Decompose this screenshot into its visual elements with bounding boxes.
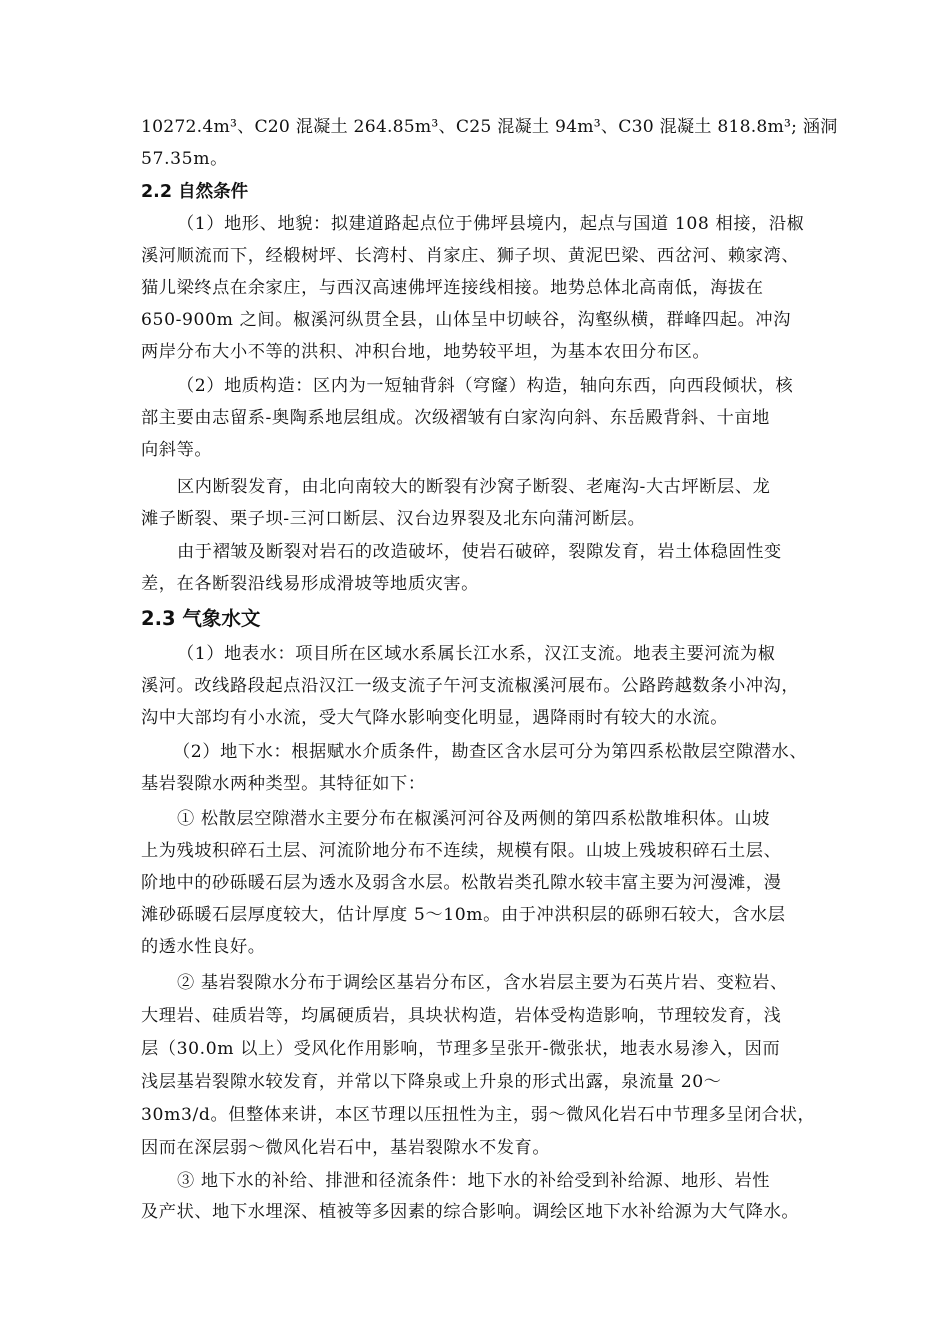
text-line: 差，在各断裂沿线易形成滑坡等地质灾害。 <box>141 574 479 594</box>
text-line: 区内断裂发育，由北向南较大的断裂有沙窝子断裂、老庵沟-大古坪断层、龙 <box>177 477 771 497</box>
text-line: 阶地中的砂砾暖石层为透水及弱含水层。松散岩类孔隙水较丰富主要为河漫滩，漫 <box>141 873 782 893</box>
section-heading-2-3: 2.3 气象水文 <box>141 607 261 630</box>
text-line: 大理岩、硅质岩等，均属硬质岩，具块状构造，岩体受构造影响，节理较发育，浅 <box>141 1006 782 1026</box>
text-line: 溪河顺流而下，经椴树坪、长湾村、肖家庄、狮子坝、黄泥巴梁、西岔河、赖家湾、 <box>141 246 800 266</box>
text-line: 两岸分布大小不等的洪积、冲积台地，地势较平坦，为基本农田分布区。 <box>141 342 711 362</box>
text-line: 滩砂砾暖石层厚度较大，估计厚度 5～10m。由于冲洪积层的砾卵石较大，含水层 <box>141 905 786 925</box>
text-line: ③ 地下水的补给、排泄和径流条件：地下水的补给受到补给源、地形、岩性 <box>177 1171 771 1191</box>
text-line: 猫儿梁终点在余家庄，与西汉高速佛坪连接线相接。地势总体北高南低，海拔在 <box>141 278 764 298</box>
text-line: 向斜等。 <box>141 440 213 460</box>
text-line: 溪河。改线路段起点沿汉江一级支流子午河支流椒溪河展布。公路跨越数条小冲沟， <box>141 676 800 696</box>
text-line: （2）地质构造：区内为一短轴背斜（穹窿）构造，轴向东西，向西段倾状，核 <box>177 376 794 396</box>
text-line: （1）地形、地貌：拟建道路起点位于佛坪县境内，起点与国道 108 相接，沿椒 <box>177 214 805 234</box>
text-line: 因而在深层弱～微风化岩石中，基岩裂隙水不发育。 <box>141 1138 551 1158</box>
text-line: 的透水性良好。 <box>141 937 266 957</box>
text-line: ① 松散层空隙潜水主要分布在椒溪河河谷及两侧的第四系松散堆积体。山坡 <box>177 809 771 829</box>
text-line: 浅层基岩裂隙水较发育，并常以下降泉或上升泉的形式出露，泉流量 20～ <box>141 1072 722 1092</box>
text-line: 层（30.0m 以上）受风化作用影响，节理多呈张开-微张状，地表水易渗入，因而 <box>141 1039 781 1059</box>
section-heading-2-2: 2.2 自然条件 <box>141 182 249 202</box>
text-line: 10272.4m³、C20 混凝土 264.85m³、C25 混凝土 94m³、C30 混凝土 818.8m³; 涵洞 <box>141 117 838 137</box>
text-line: 及产状、地下水埋深、植被等多因素的综合影响。调绘区地下水补给源为大气降水。 <box>141 1202 800 1222</box>
text-line: 57.35m。 <box>141 149 228 169</box>
text-line: ② 基岩裂隙水分布于调绘区基岩分布区，含水岩层主要为石英片岩、变粒岩、 <box>177 973 788 993</box>
text-line: 650-900m 之间。椒溪河纵贯全县，山体呈中切峡谷，沟壑纵横，群峰四起。冲沟 <box>141 310 791 330</box>
text-line: （2）地下水：根据赋水介质条件，勘查区含水层可分为第四系松散层空隙潜水、 <box>173 742 808 762</box>
text-line: 滩子断裂、栗子坝-三河口断层、汉台边界裂及北东向蒲河断层。 <box>141 509 646 529</box>
text-line: 30m3/d。但整体来讲，本区节理以压扭性为主，弱～微风化岩石中节理多呈闭合状， <box>141 1105 816 1125</box>
text-line: 沟中大部均有小水流，受大气降水影响变化明显，遇降雨时有较大的水流。 <box>141 708 728 728</box>
text-line: 部主要由志留系-奥陶系地层组成。次级褶皱有白家沟向斜、东岳殿背斜、十亩地 <box>141 408 770 428</box>
text-line: 基岩裂隙水两种类型。其特征如下： <box>141 774 426 794</box>
text-line: 上为残坡积碎石土层、河流阶地分布不连续，规模有限。山坡上残坡积碎石土层、 <box>141 841 782 861</box>
text-line: （1）地表水：项目所在区域水系属长江水系，汉江支流。地表主要河流为椒 <box>177 644 776 664</box>
text-line: 由于褶皱及断裂对岩石的改造破坏，使岩石破碎，裂隙发育，岩土体稳固性变 <box>177 542 782 562</box>
